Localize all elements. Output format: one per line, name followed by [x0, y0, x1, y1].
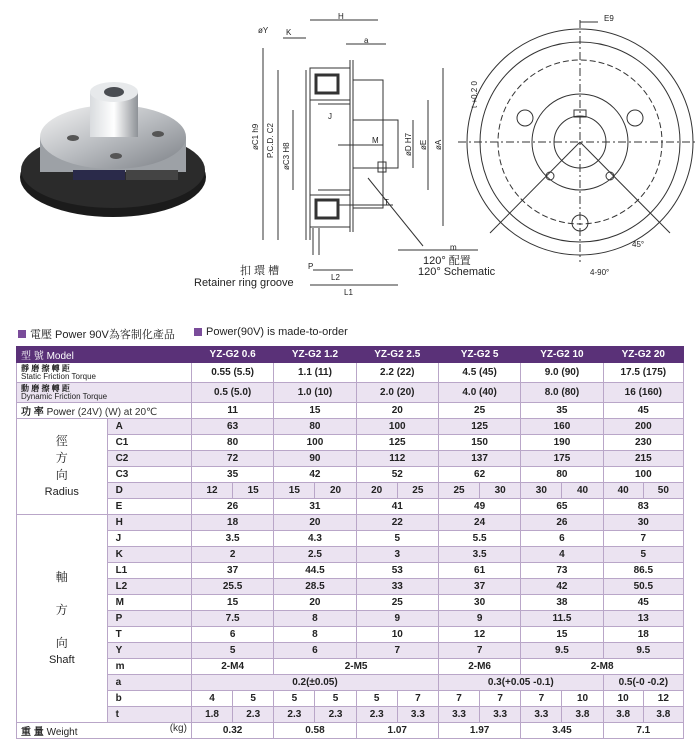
row-symbol: K [107, 547, 191, 563]
table-cell: 5 [315, 691, 356, 707]
table-cell: 3.3 [480, 707, 521, 723]
table-cell: 42 [274, 467, 356, 483]
table-cell: 33 [356, 579, 438, 595]
table-cell: 7 [397, 691, 438, 707]
table-cell: 7 [356, 643, 438, 659]
table-cell: 17.5 (175) [603, 363, 683, 383]
bullet-square-icon [18, 330, 26, 338]
power-label: 功 率 Power (24V) (W) at 20℃ [17, 403, 192, 419]
row-symbol: a [107, 675, 191, 691]
table-cell: 35 [191, 467, 273, 483]
table-cell: 9.5 [603, 643, 683, 659]
table-cell: 2-M8 [521, 659, 684, 675]
table-cell: 83 [603, 499, 683, 515]
table-cell: 20 [274, 515, 356, 531]
table-cell: 15 [274, 483, 315, 499]
table-cell: 30 [603, 515, 683, 531]
retainer-ring-en: Retainer ring groove [194, 277, 294, 289]
table-cell: 72 [191, 451, 273, 467]
table-cell: 2.2 (22) [356, 363, 438, 383]
table-cell: 86.5 [603, 563, 683, 579]
table-row [17, 691, 684, 707]
table-cell: 0.5 (5.0) [191, 383, 273, 403]
table-cell: 13 [603, 611, 683, 627]
table-cell: 10 [356, 627, 438, 643]
table-cell: 8 [274, 627, 356, 643]
table-cell: 3.8 [603, 707, 643, 723]
table-cell: 5.5 [438, 531, 520, 547]
table-cell: 24 [438, 515, 520, 531]
model-cell: YZ-G2 10 [521, 347, 603, 363]
table-cell: 15 [521, 627, 603, 643]
table-cell: 4.3 [274, 531, 356, 547]
table-cell: 7 [438, 643, 520, 659]
table-row [17, 435, 684, 451]
table-cell: 20 [274, 595, 356, 611]
table-cell: 50.5 [603, 579, 683, 595]
table-cell: 73 [521, 563, 603, 579]
row-symbol: D [107, 483, 191, 499]
table-cell: 20 [315, 483, 356, 499]
table-cell: 2 [191, 547, 273, 563]
table-cell: 10 [603, 691, 643, 707]
table-row [17, 483, 684, 499]
table-cell: 18 [191, 515, 273, 531]
retainer-ring-cn: 扣 環 槽 [240, 265, 280, 277]
table-cell: 12 [438, 627, 520, 643]
table-row [17, 451, 684, 467]
table-cell: 3.5 [191, 531, 273, 547]
table-cell: 125 [356, 435, 438, 451]
table-cell: 44.5 [274, 563, 356, 579]
table-cell: 63 [191, 419, 273, 435]
table-cell: 26 [191, 499, 273, 515]
row-symbol: T [107, 627, 191, 643]
table-row [17, 499, 684, 515]
note-text: 電壓 Power 90V為客制化產品 [30, 329, 175, 341]
table-cell: 11 [191, 403, 273, 419]
table-cell: 30 [438, 595, 520, 611]
table-row [17, 675, 684, 691]
table-cell: 80 [274, 419, 356, 435]
table-cell: 200 [603, 419, 683, 435]
table-cell: 7.5 [191, 611, 273, 627]
table-cell: 112 [356, 451, 438, 467]
table-row [17, 723, 684, 739]
table-cell: 0.3(+0.05 -0.1) [438, 675, 603, 691]
table-header-row [17, 347, 684, 363]
table-cell: 12 [191, 483, 232, 499]
table-cell: 2.3 [274, 707, 315, 723]
table-row [17, 515, 684, 531]
model-cell: YZ-G2 20 [603, 347, 683, 363]
table-cell: 2-M4 [191, 659, 273, 675]
table-cell: 1.1 (11) [274, 363, 356, 383]
table-cell: 28.5 [274, 579, 356, 595]
table-row [17, 467, 684, 483]
table-row [17, 531, 684, 547]
table-cell: 1.97 [438, 723, 520, 739]
row-symbol: C2 [107, 451, 191, 467]
row-symbol: C3 [107, 467, 191, 483]
table-cell: 50 [643, 483, 683, 499]
table-cell: 9 [438, 611, 520, 627]
table-cell: 3.5 [438, 547, 520, 563]
table-cell: 16 (160) [603, 383, 683, 403]
table-cell: 12 [643, 691, 683, 707]
table-cell: 65 [521, 499, 603, 515]
table-cell: 3.45 [521, 723, 603, 739]
row-symbol: J [107, 531, 191, 547]
table-cell: 7 [521, 691, 562, 707]
model-cell: YZ-G2 5 [438, 347, 520, 363]
table-cell: 5 [356, 531, 438, 547]
table-cell: 80 [191, 435, 273, 451]
table-cell: 52 [356, 467, 438, 483]
table-cell: 8 [274, 611, 356, 627]
row-symbol: L2 [107, 579, 191, 595]
table-cell: 100 [356, 419, 438, 435]
row-symbol: L1 [107, 563, 191, 579]
row-symbol: t [107, 707, 191, 723]
table-cell: 2-M6 [438, 659, 520, 675]
shaft-group-label: 軸 方 向 Shaft [17, 515, 108, 723]
table-row [17, 627, 684, 643]
table-cell: 3.8 [643, 707, 683, 723]
table-cell: 49 [438, 499, 520, 515]
table-cell: 25 [397, 483, 438, 499]
product-photo [18, 52, 208, 232]
row-symbol: Y [107, 643, 191, 659]
model-cell: YZ-G2 0.6 [191, 347, 273, 363]
table-cell: 40 [603, 483, 643, 499]
radius-group-label: 徑 方 向 Radius [17, 419, 108, 515]
weight-label: 重 量 Weight (kg) [17, 723, 192, 739]
table-cell: 2.3 [233, 707, 274, 723]
table-cell: 100 [274, 435, 356, 451]
model-label: 型 號 Model [17, 347, 192, 363]
schematic-en: 120° Schematic [418, 266, 496, 278]
table-cell: 15 [191, 595, 273, 611]
table-cell: 3.3 [438, 707, 479, 723]
table-cell: 15 [233, 483, 274, 499]
table-cell: 6 [521, 531, 603, 547]
table-cell: 5 [356, 691, 397, 707]
top-section [0, 0, 700, 318]
table-cell: 90 [274, 451, 356, 467]
table-cell: 41 [356, 499, 438, 515]
static-torque-label: 靜 磨 擦 轉 距 Static Friction Torque [17, 363, 192, 383]
table-cell: 30 [480, 483, 521, 499]
table-cell: 22 [356, 515, 438, 531]
row-symbol: H [107, 515, 191, 531]
table-cell: 45 [603, 595, 683, 611]
table-cell: 3.3 [397, 707, 438, 723]
table-cell: 61 [438, 563, 520, 579]
table-cell: 150 [438, 435, 520, 451]
table-cell: 35 [521, 403, 603, 419]
notes-bar [18, 326, 698, 342]
table-cell: 7 [603, 531, 683, 547]
table-cell: 2.5 [274, 547, 356, 563]
table-cell: 10 [562, 691, 603, 707]
table-cell: 11.5 [521, 611, 603, 627]
table-cell: 190 [521, 435, 603, 451]
row-symbol: M [107, 595, 191, 611]
table-cell: 80 [521, 467, 603, 483]
table-cell: 9.5 [521, 643, 603, 659]
table-cell: 37 [191, 563, 273, 579]
table-cell: 4.5 (45) [438, 363, 520, 383]
table-cell: 4.0 (40) [438, 383, 520, 403]
table-cell: 3 [356, 547, 438, 563]
table-cell: 8.0 (80) [521, 383, 603, 403]
table-cell: 7 [438, 691, 479, 707]
table-cell: 100 [603, 467, 683, 483]
table-cell: 2-M5 [274, 659, 439, 675]
table-cell: 40 [562, 483, 603, 499]
table-cell: 45 [603, 403, 683, 419]
table-cell: 25.5 [191, 579, 273, 595]
table-row [17, 547, 684, 563]
table-cell: 2.3 [315, 707, 356, 723]
table-cell: 6 [191, 627, 273, 643]
table-row [17, 419, 684, 435]
dynamic-torque-label: 動 磨 擦 轉 距 Dynamic Friction Torque [17, 383, 192, 403]
table-cell: 5 [191, 643, 273, 659]
table-cell: 125 [438, 419, 520, 435]
table-cell: 175 [521, 451, 603, 467]
table-row [17, 611, 684, 627]
table-cell: 5 [603, 547, 683, 563]
table-cell: 25 [438, 403, 520, 419]
table-cell: 6 [274, 643, 356, 659]
table-cell: 15 [274, 403, 356, 419]
table-cell: 230 [603, 435, 683, 451]
note-text: Power(90V) is made-to-order [206, 326, 348, 338]
table-cell: 2.3 [356, 707, 397, 723]
table-row [17, 363, 684, 383]
table-cell: 5 [233, 691, 274, 707]
note-made-to-order [194, 326, 348, 338]
note-custom-power [18, 326, 175, 342]
table-cell: 18 [603, 627, 683, 643]
row-symbol: A [107, 419, 191, 435]
row-symbol: m [107, 659, 191, 675]
table-row [17, 403, 684, 419]
table-cell: 0.32 [191, 723, 273, 739]
table-cell: 3.3 [521, 707, 562, 723]
bullet-square-icon [194, 328, 202, 336]
table-cell: 0.58 [274, 723, 356, 739]
table-row [17, 707, 684, 723]
table-cell: 2.0 (20) [356, 383, 438, 403]
table-row [17, 643, 684, 659]
table-cell: 9.0 (90) [521, 363, 603, 383]
schematic-cn: 120° 配置 [423, 255, 471, 267]
table-cell: 4 [191, 691, 232, 707]
table-cell: 7 [480, 691, 521, 707]
row-symbol: E [107, 499, 191, 515]
table-cell: 25 [438, 483, 479, 499]
table-cell: 62 [438, 467, 520, 483]
row-symbol: C1 [107, 435, 191, 451]
table-cell: 1.07 [356, 723, 438, 739]
technical-drawing: øY K H a øC1 h9 P.C.D. C2 øC3 H8 J M øD H7 øE øA T m P L2 L1 E9 t +0.2 0 45° 4-90° 扣 環 槽 Retainer ring groove 120° 配置 120° Schematic [218, 0, 700, 318]
table-cell: 160 [521, 419, 603, 435]
model-cell: YZ-G2 1.2 [274, 347, 356, 363]
table-cell: 215 [603, 451, 683, 467]
table-cell: 137 [438, 451, 520, 467]
table-cell: 20 [356, 483, 397, 499]
table-row [17, 579, 684, 595]
table-cell: 1.0 (10) [274, 383, 356, 403]
table-cell: 38 [521, 595, 603, 611]
table-cell: 25 [356, 595, 438, 611]
table-cell: 3.8 [562, 707, 603, 723]
table-cell: 42 [521, 579, 603, 595]
table-cell: 0.55 (5.5) [191, 363, 273, 383]
table-cell: 5 [274, 691, 315, 707]
table-cell: 0.2(±0.05) [191, 675, 438, 691]
table-cell: 31 [274, 499, 356, 515]
table-cell: 0.5(-0 -0.2) [603, 675, 683, 691]
table-cell: 4 [521, 547, 603, 563]
table-row [17, 383, 684, 403]
row-symbol: P [107, 611, 191, 627]
table-cell: 20 [356, 403, 438, 419]
spec-table [16, 346, 684, 739]
model-cell: YZ-G2 2.5 [356, 347, 438, 363]
table-cell: 53 [356, 563, 438, 579]
table-cell: 7.1 [603, 723, 683, 739]
table-row [17, 595, 684, 611]
table-cell: 37 [438, 579, 520, 595]
table-cell: 26 [521, 515, 603, 531]
table-cell: 9 [356, 611, 438, 627]
table-cell: 1.8 [191, 707, 232, 723]
table-row [17, 563, 684, 579]
table-row [17, 659, 684, 675]
row-symbol: b [107, 691, 191, 707]
table-cell: 30 [521, 483, 562, 499]
